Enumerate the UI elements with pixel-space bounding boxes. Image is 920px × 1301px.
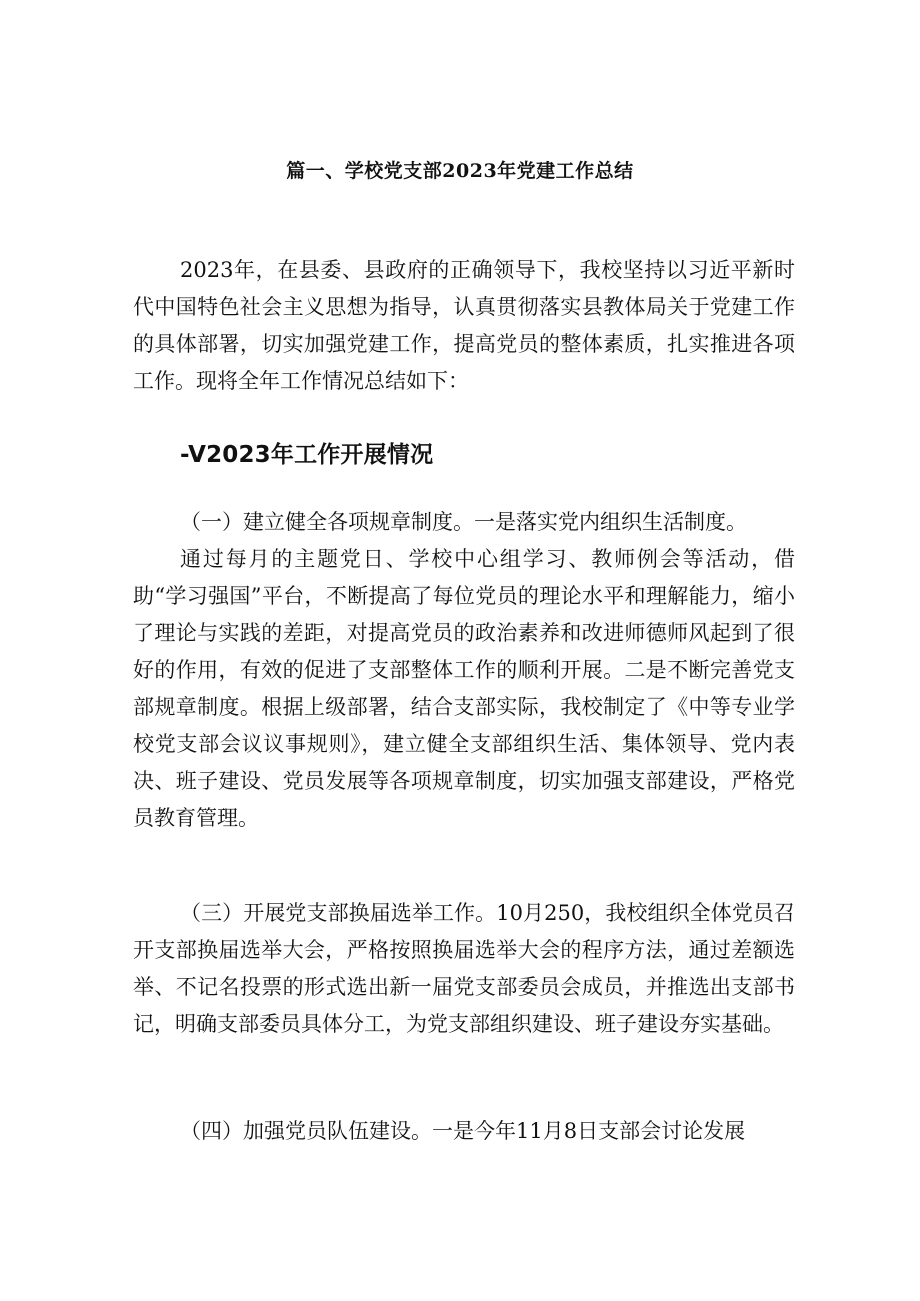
paragraph-4: （四）加强党员队伍建设。一是今年11月8日支部会讨论发展 bbox=[180, 1119, 746, 1143]
paragraph-3: （三）开展党支部换届选举工作。10月250，我校组织全体党员召开支部换届选举大会，严格按照换届选举大会的程序方法，通过差额选举、不记名投票的形式选出新一届党支部委员会成员，并推选出支部书记，明确支部委员具体分工，为党支部组织建设、班子建设夯实基础。 bbox=[133, 901, 795, 1036]
paragraph-1-lead: （一）建立健全各项规章制度。一是落实党内组织生活制度。 bbox=[180, 510, 747, 534]
paragraph-1-body: 通过每月的主题党日、学校中心组学习、教师例会等活动，借助“学习强国”平台，不断提高了每位党员的理论水平和理解能力，缩小了理论与实践的差距，对提高党员的政治素养和改进师德师风起到了很好的作用，有效的促进了支部整体工作的顺利开展。二是不断完善党支部规章制度。根据上级部署，结合支部实际，我校制定了《中等专业学校党支部会议议事规则》，建立健全支部组织生活、集体领导、党内表决、班子建设、党员发展等各项规章制度，切实加强支部建设，严格党员教育管理。 bbox=[133, 547, 795, 830]
intro-paragraph: 2023年，在县委、县政府的正确领导下，我校坚持以习近平新时代中国特色社会主义思想为指导，认真贯彻落实县教体局关于党建工作的具体部署，切实加强党建工作，提高党员的整体素质，扎实推进各项工作。现将全年工作情况总结如下： bbox=[133, 258, 795, 393]
document-title: 篇一、学校党支部2023年党建工作总结 bbox=[286, 160, 634, 182]
section-heading: -V2023年工作开展情况 bbox=[180, 442, 434, 468]
